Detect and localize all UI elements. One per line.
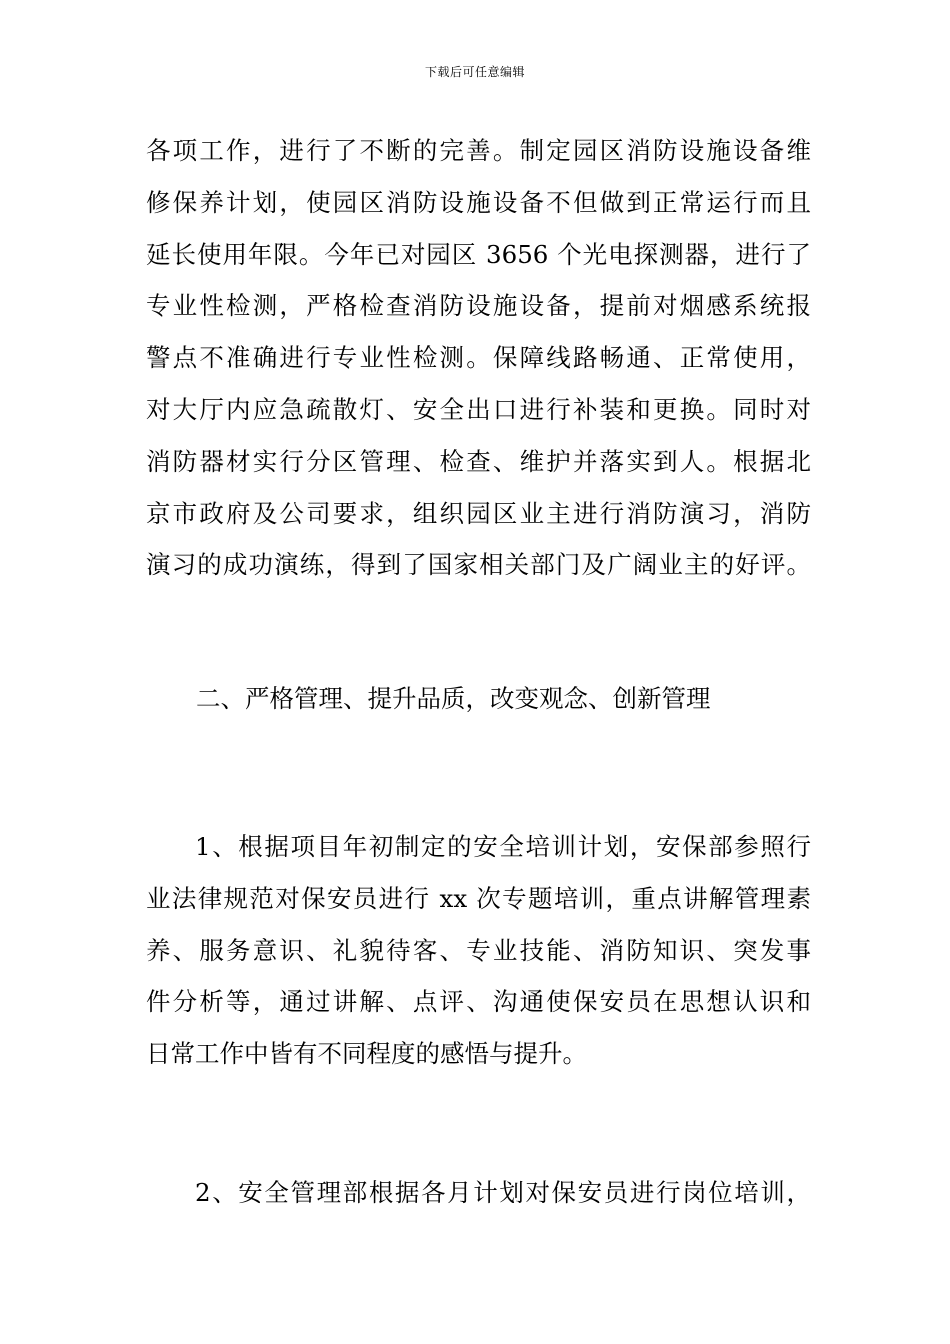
text-line: 各项工作，进行了不断的完善。制定园区消防设施设备维	[146, 136, 811, 165]
text-line: 日常工作中皆有不同程度的感悟与提升。	[146, 1039, 587, 1069]
section-heading	[196, 673, 816, 725]
text-line: 演习的成功演练，得到了国家相关部门及广阔业主的好评。	[146, 550, 811, 580]
section-heading-text: 二、严格管理、提升品质，改变观念、创新管理	[196, 684, 711, 713]
text-line: 1、根据项目年初制定的安全培训计划，安保部参照行	[195, 832, 811, 861]
text-line: 专业性检测，严格检查消防设施设备，提前对烟感系统报	[146, 291, 811, 321]
page-header-note: 下载后可任意编辑	[424, 65, 525, 79]
text-line: 2、安全管理部根据各月计划对保安员进行岗位培训，	[195, 1178, 811, 1207]
text-line: 消防器材实行分区管理、检查、维护并落实到人。根据北	[146, 446, 811, 476]
text-line: 件分析等，通过讲解、点评、沟通使保安员在思想认识和	[146, 987, 811, 1017]
paragraph-training-plan	[146, 821, 811, 1080]
text-line: 对大厅内应急疏散灯、安全出口进行补装和更换。同时对	[146, 394, 811, 424]
text-line: 养、服务意识、礼貌待客、专业技能、消防知识、突发事	[146, 935, 811, 965]
text-line: 京市政府及公司要求，组织园区业主进行消防演习，消防	[146, 498, 811, 528]
text-line: 警点不准确进行专业性检测。保障线路畅通、正常使用，	[146, 343, 811, 373]
paragraph-fire-safety	[146, 125, 811, 591]
text-line: 修保养计划，使园区消防设施设备不但做到正常运行而且	[146, 187, 811, 217]
text-line: 业法律规范对保安员进行 xx 次专题培训，重点讲解管理素	[146, 883, 811, 913]
paragraph-post-training	[146, 1167, 811, 1219]
text-line: 延长使用年限。今年已对园区 3656 个光电探测器，进行了	[146, 239, 811, 269]
